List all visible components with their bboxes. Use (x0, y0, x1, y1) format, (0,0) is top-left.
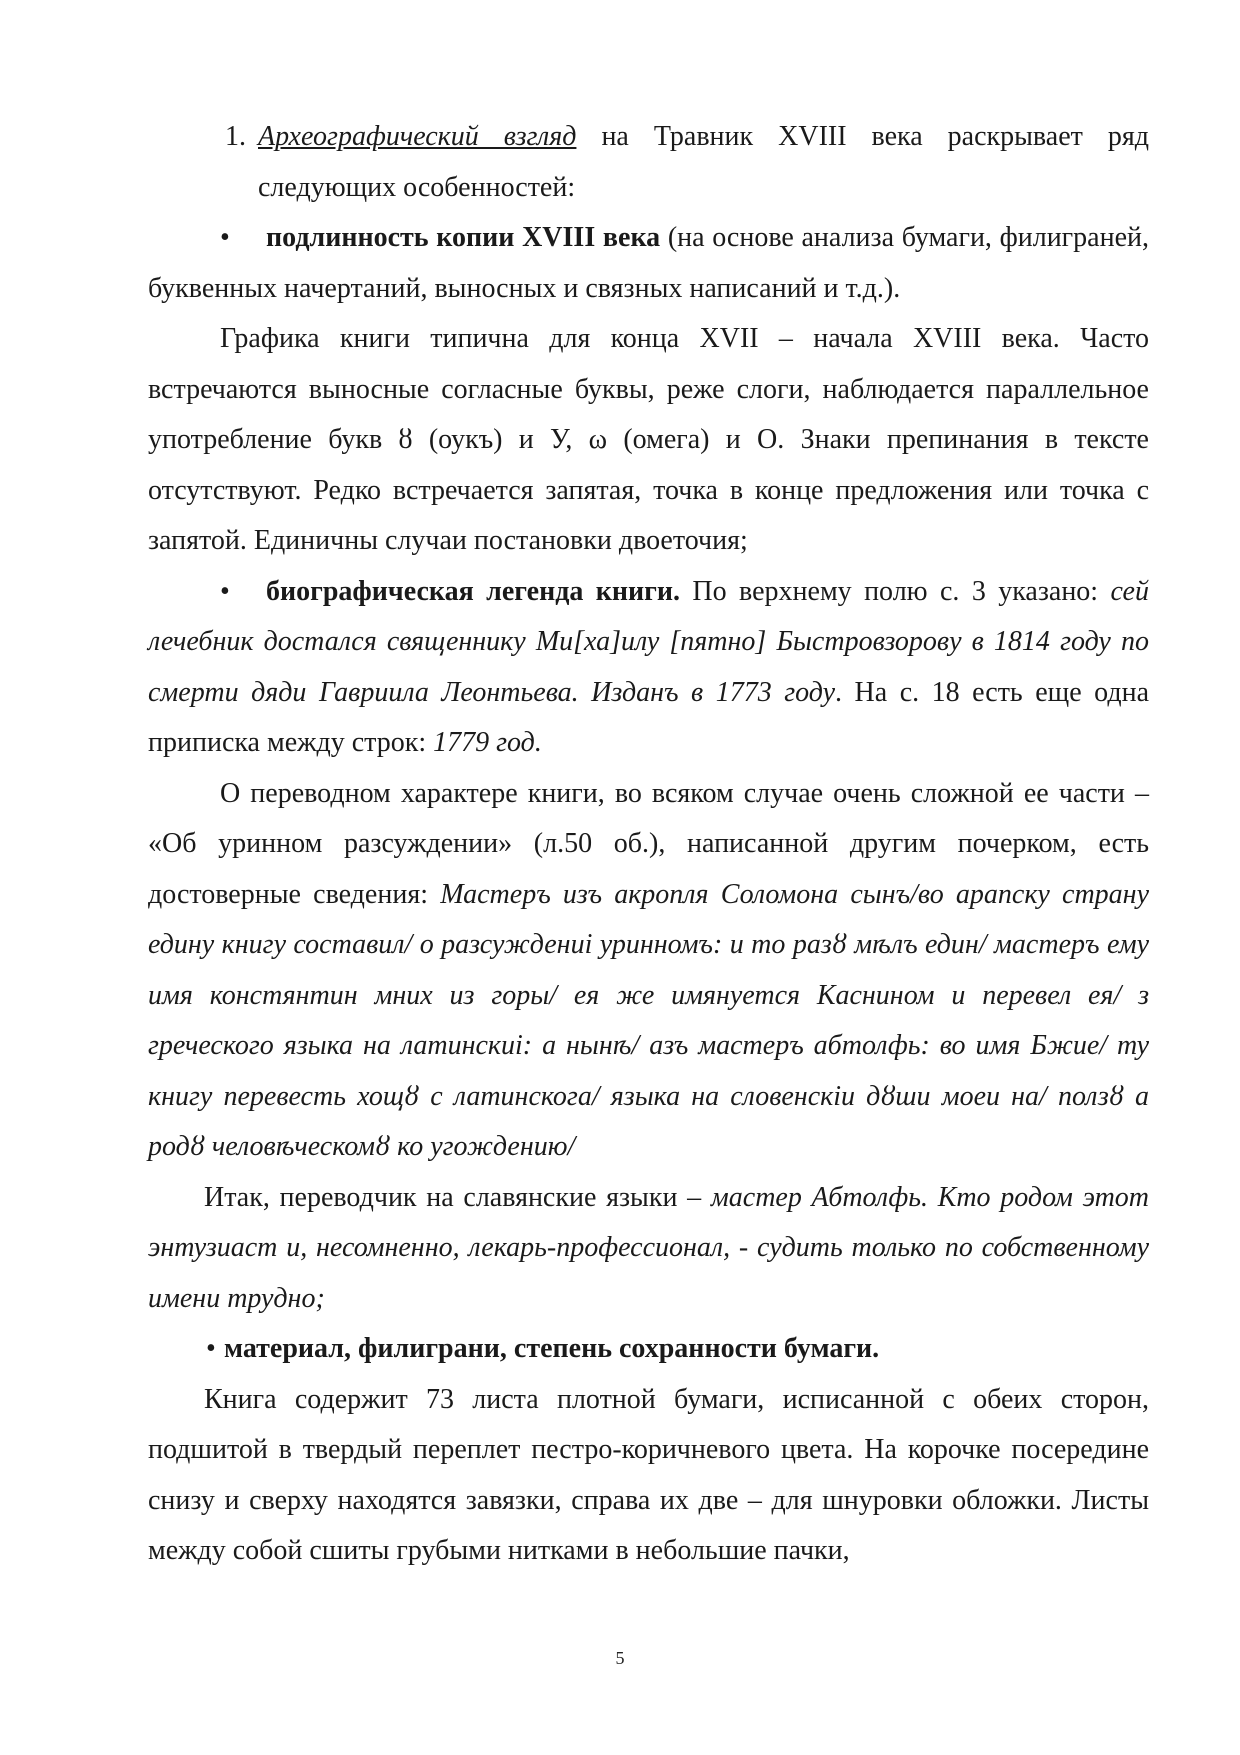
page-number: 5 (615, 1648, 625, 1668)
paragraph-text: Итак, переводчик на славянские языки – (204, 1181, 711, 1213)
bullet-biography (148, 567, 1149, 769)
bullet-icon: • (220, 222, 230, 253)
bullet-icon: • (206, 1333, 216, 1364)
list-number: 1. (225, 121, 246, 152)
numbered-item-body (258, 112, 1149, 213)
bullet-text: (на основе анализа бумаги, филиграней, буквенных начертаний, выносных и связных написаний и т.д.). (148, 222, 1149, 304)
paragraph-text: О переводном характере книги, во всяком случае очень сложной ее части – «Об уринном разсуждении» (л.50 об.), написанной другим почерком, есть достоверные сведения: (148, 777, 1149, 910)
inscription-quote: сей лечебник достался священнику Ми[ха]илу [пятно] Быстровзорову в 1814 году по смерти дяди Гавриила Леонтьева. Изданъ в 1773 году (148, 575, 1149, 708)
translator-quote: Мастеръ изъ акропля Соломона сынъ/во арапску страну едину книгу составил/ о разсуждениi уринномъ: и то разȣ мѣлъ един/ мастеръ ему имя констянтин мних из горы/ ея же имянуется Каснином и перевел ея/ з греческого языка на латинскиi: а нынѣ/ азъ мастеръ абтолфь: во имя Бжие/ ту книгу перевесть хощȣ с латинскога/ языка на словенскiи дȣши моеи на/ ползȣ а родȣ человѣческомȣ ко угождению/ (148, 878, 1149, 1162)
paragraph-translation (148, 769, 1149, 1173)
page-content (148, 112, 1149, 1577)
paragraph-translator (148, 1173, 1149, 1325)
inscription-note: 1779 год. (433, 727, 542, 758)
translator-note: мастер Абтолфь. Кто родом этот энтузиаст и, несомненно, лекарь-профессионал, - судить только по собственному имени трудно; (148, 1181, 1150, 1314)
bullet-heading: подлинность копии XVIII века (266, 222, 661, 253)
bullet-icon: • (220, 575, 230, 607)
bullet-heading: биографическая легенда книги. (266, 575, 681, 607)
bullet-material (148, 1324, 1149, 1375)
paragraph-graphics: Графика книги типична для конца XVII – начала XVIII века. Часто встречаются выносные согласные буквы, реже слоги, наблюдается параллельное употребление букв ȣ (оукъ) и У, ω (омега) и О. Знаки препинания в тексте отсутствуют. Редко встречается запятая, точка в конце предложения или точка с запятой. Единичны случаи постановки двоеточия; (148, 323, 1149, 556)
numbered-item-text: на Травник XVIII века раскрывает ряд следующих особенностей: (258, 121, 1149, 203)
bullet-authenticity (148, 213, 1149, 314)
archeographic-term: Археографический взгляд (258, 121, 577, 152)
bullet-text: . На с. 18 есть еще одна приписка между строк: (148, 676, 1149, 758)
paragraph-book-description: Книга содержит 73 листа плотной бумаги, исписанной с обеих сторон, подшитой в твердый переплет пестро-коричневого цвета. На корочке посередине снизу и сверху находятся завязки, справа их две – для шнуровки обложки. Листы между собой сшиты грубыми нитками в небольшие пачки, (148, 1383, 1149, 1566)
bullet-heading: материал, филиграни, степень сохранности бумаги. (224, 1333, 880, 1364)
numbered-item-1 (148, 112, 1149, 213)
bullet-text: По верхнему полю с. 3 указано: (680, 575, 1111, 607)
